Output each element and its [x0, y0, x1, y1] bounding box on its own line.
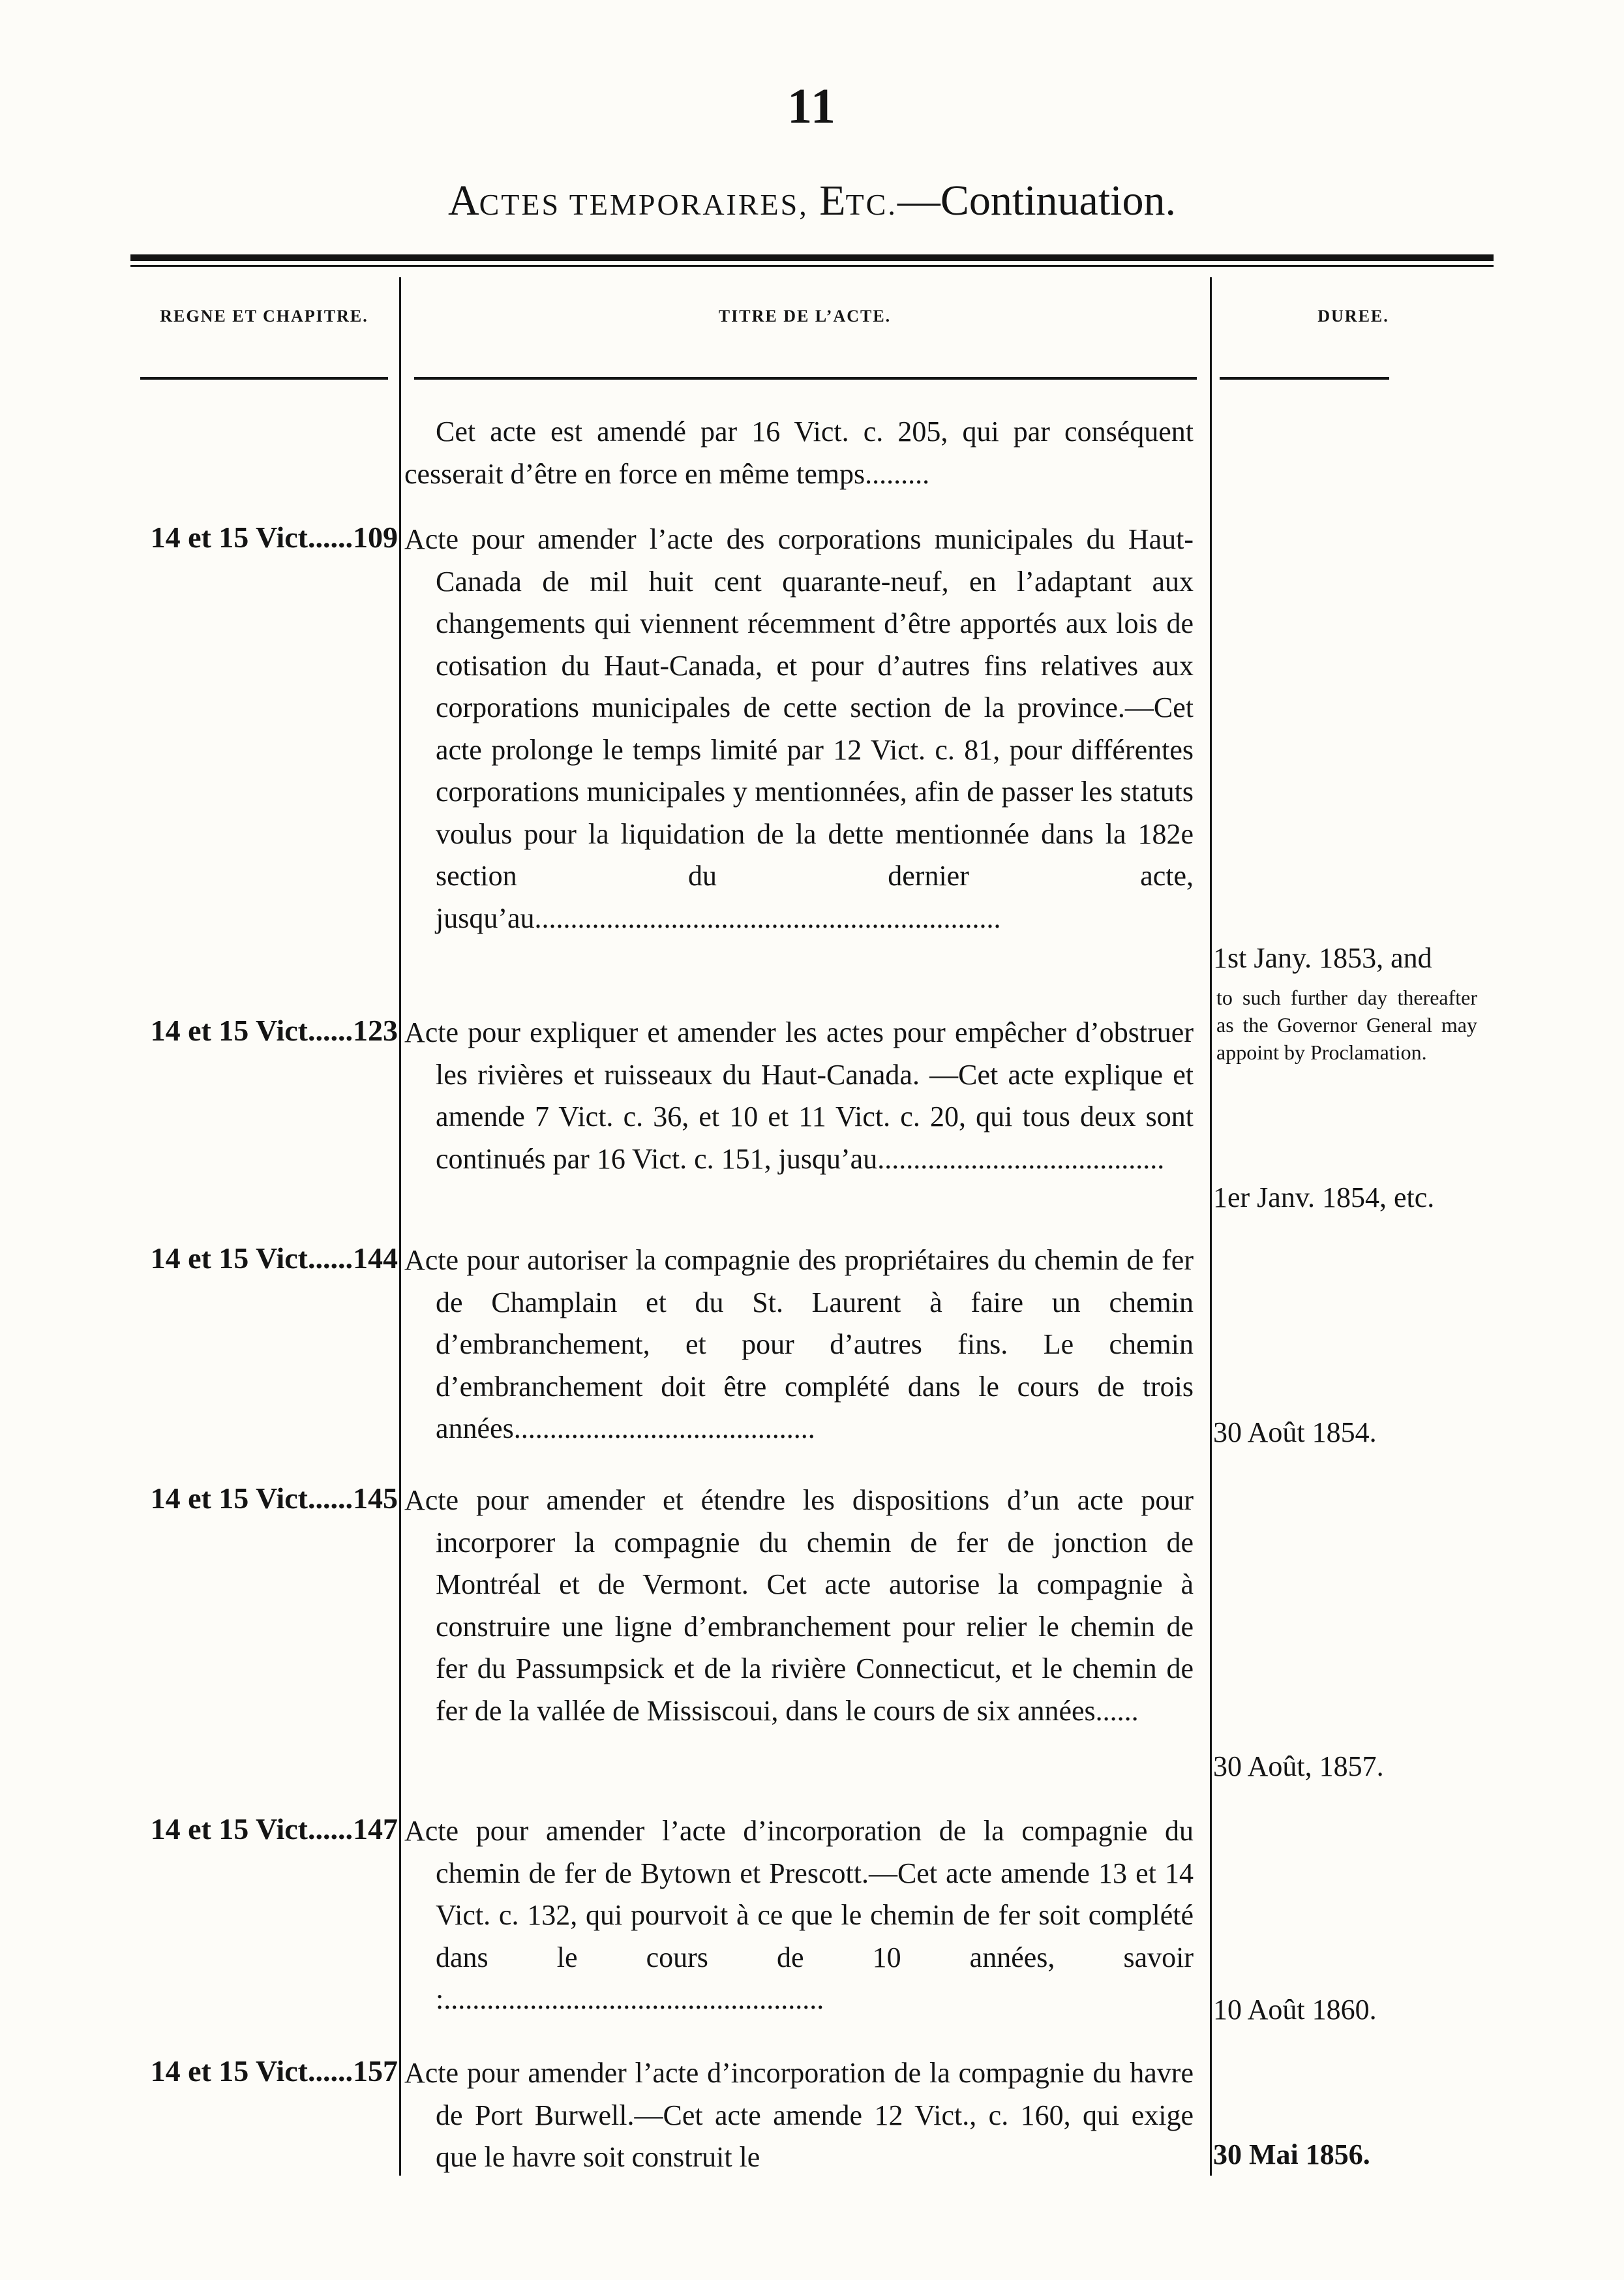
column-header-duration: DUREE.	[1317, 307, 1389, 326]
top-rule-thin	[130, 265, 1494, 267]
column-divider-left	[399, 277, 401, 2176]
entry-6-duration: 30 Mai 1856.	[1213, 2138, 1370, 2170]
entry-2-duration: 1er Janv. 1854, etc.	[1213, 1181, 1435, 1213]
title-initial-e: E	[808, 177, 846, 224]
entry-2-text	[404, 1012, 1194, 1180]
entry-4-reign: 14 et 15 Vict......145	[150, 1482, 398, 1515]
entry-text: Acte pour autoriser la compagnie des propriétaires du chemin de fer de Champlain et du St. Laurent à faire un chemin d’embranchement, et pour d’autres fins. Le chemin d’embranchement doit être complété dans le cours de trois années..........................................	[404, 1244, 1194, 1444]
entry-2-reign: 14 et 15 Vict......123	[150, 1014, 398, 1047]
page-title	[0, 176, 1624, 226]
entry-text: Acte pour amender et étendre les dispositions d’un acte pour incorporer la compagnie du chemin de fer de jonction de Montréal et de Vermont. Cet acte autorise la compagnie à construire une ligne d’embranchement pour relier le chemin de fer du Passumpsick et de la rivière Connecticut, et le chemin de fer de la vallée de Missiscoui, dans le cours de six années......	[404, 1484, 1194, 1727]
entry-3-reign: 14 et 15 Vict......144	[150, 1241, 398, 1275]
column-divider-right	[1210, 277, 1212, 2176]
top-rule-thick	[130, 254, 1494, 261]
entry-4-duration: 30 Août, 1857.	[1213, 1750, 1384, 1782]
column-header-reign: REGNE ET CHAPITRE.	[160, 307, 368, 326]
entry-5-reign: 14 et 15 Vict......147	[150, 1812, 398, 1846]
header-rule-reign	[140, 377, 388, 380]
title-continuation: —Continuation.	[897, 177, 1177, 224]
entry-6-text	[404, 2052, 1194, 2179]
entry-1-reign: 14 et 15 Vict......109	[150, 521, 398, 554]
entry-1-text	[404, 519, 1194, 939]
entry-5-duration: 10 Août 1860.	[1213, 1994, 1377, 2026]
entry-text: Acte pour amender l’acte d’incorporation de la compagnie du havre de Port Burwell.—Cet acte amende 12 Vict., c. 160, qui exige que le havre soit construit le	[404, 2057, 1194, 2173]
entry-3-text	[404, 1239, 1194, 1450]
entry-text: Cet acte est amendé par 16 Vict. c. 205, qui par conséquent cesserait d’être en force en même temps.........	[404, 416, 1194, 490]
entry-1-duration: 1st Jany. 1853, and	[1213, 942, 1432, 974]
title-small-caps-2: TC.	[845, 188, 897, 221]
entry-0-text	[404, 411, 1194, 495]
entry-3-duration: 30 Août 1854.	[1213, 1416, 1377, 1448]
title-small-caps-1: CTES TEMPORAIRES,	[479, 188, 809, 221]
entry-4-text	[404, 1480, 1194, 1732]
header-rule-duration	[1220, 377, 1389, 380]
entry-1-duration-note: to such further day thereafter as the Governor General may appoint by Proclamation.	[1216, 986, 1477, 1064]
entry-text: Acte pour expliquer et amender les actes pour empêcher d’obstruer les rivières et ruisseaux du Haut-Canada. —Cet acte explique et amende 7 Vict. c. 36, et 10 et 11 Vict. c. 20, qui tous deux sont continués par 16 Vict. c. 151, jusqu’au........................................	[404, 1016, 1194, 1175]
header-rule-title	[414, 377, 1197, 380]
column-header-title: TITRE DE L’ACTE.	[718, 307, 892, 326]
entry-5-text	[404, 1810, 1194, 2021]
entry-text: Acte pour amender l’acte d’incorporation de la compagnie du chemin de fer de Bytown et Prescott.—Cet acte amende 13 et 14 Vict. c. 132, qui pourvoit à ce que le chemin de fer soit complété dans le cours de 10 années, savoir :.....................................................	[404, 1815, 1194, 2015]
title-initial-a: A	[447, 177, 479, 224]
entry-text: Acte pour amender l’acte des corporations municipales du Haut-Canada de mil huit cent quarante-neuf, en l’adaptant aux changements qui viennent récemment d’être apportés aux lois de cotisation du Haut-Canada, et pour d’autres fins relatives aux corporations municipales de cette section de la province.—Cet acte prolonge le temps limité par 12 Vict. c. 81, pour différentes corporations municipales y mentionnées, afin de passer les statuts voulus pour la liquidation de la dette mentionnée dans la 182e section du dernier acte, jusqu’au.................................................................	[404, 523, 1194, 934]
page-number: 11	[787, 79, 837, 134]
entry-6-reign: 14 et 15 Vict......157	[150, 2054, 398, 2088]
